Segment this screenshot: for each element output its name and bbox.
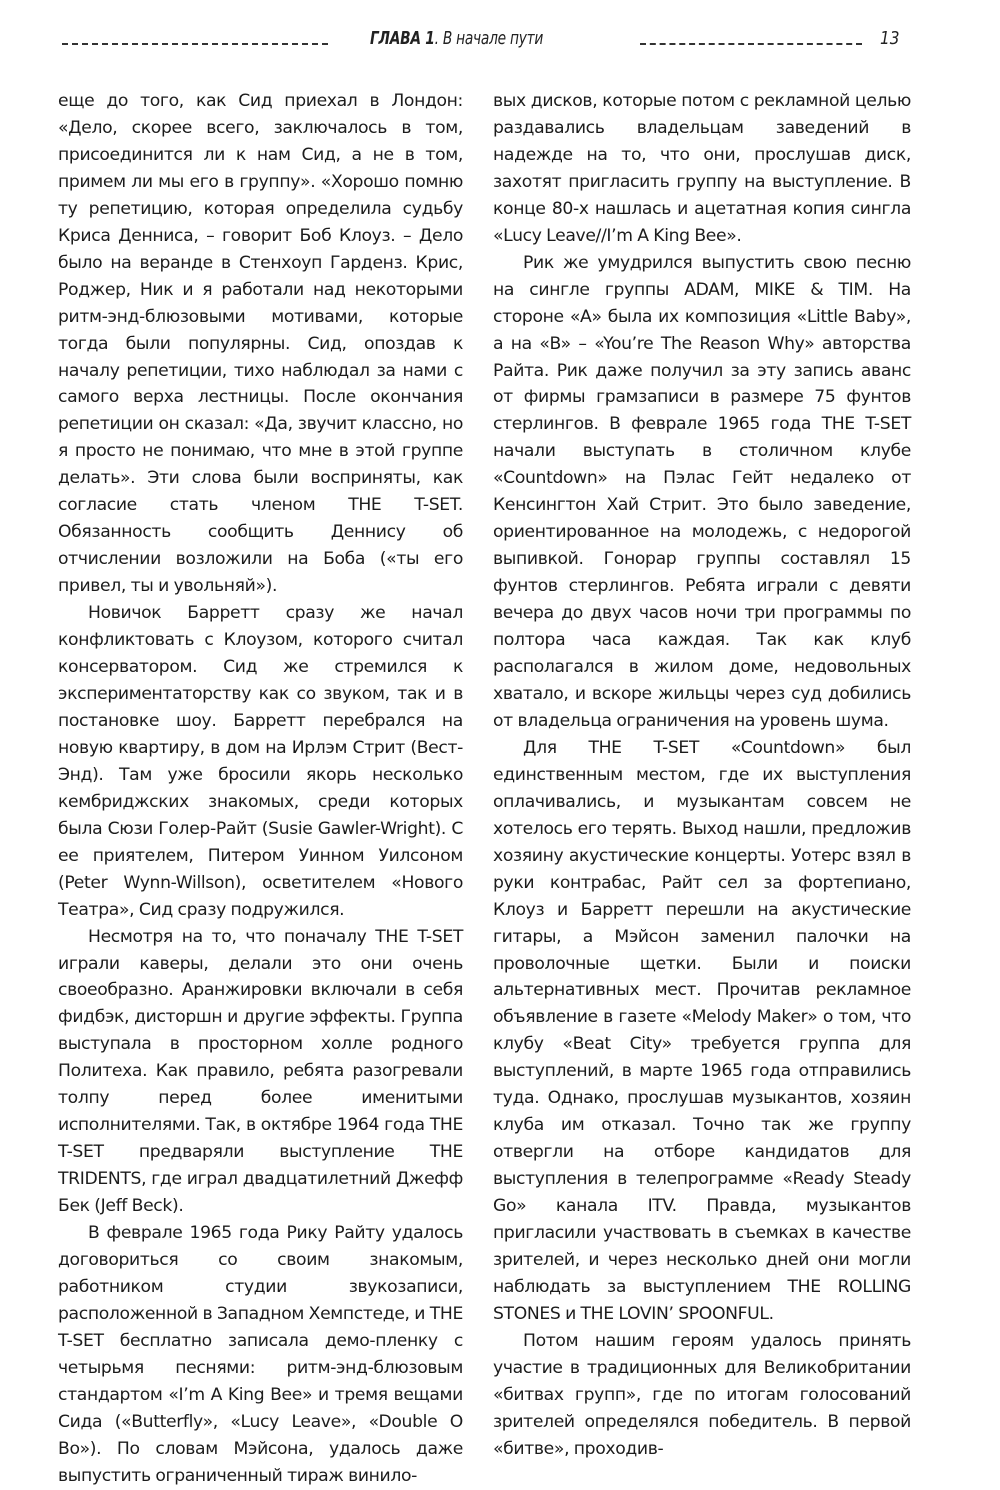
paragraph: Новичок Барретт сразу же начал конфликтовать с Клоузом, которого считал консерватором. Сид же стремился к экспериментаторству как со звуком, так и в постановке шоу. Барретт перебрался на новую квартиру, в дом на Ирлэм Стрит (Вест-Энд). Там уже бросили якорь несколько кембриджских знакомых, среди которых была Сюзи Голер-Райт (Susie Gawler-Wright). С ее приятелем, Питером Уинном Уилсоном (Peter Wynn-Willson), осветителем «Нового Театра», Сид сразу подружился. bbox=[58, 603, 463, 920]
text-column-left bbox=[58, 88, 463, 1490]
paragraph: Рик же умудрился выпустить свою песню на сингле группы ADAM, MIKE & TIM. На стороне «А» была их композиция «Little Baby», а на «B» – «You’re The Reason Why» авторства Райта. Рик даже получил за эту запись аванс от фирмы грамзаписи в размере 75 фунтов стерлингов. В феврале 1965 года THE T-SET начали выступать в столичном клубе «Countdown» на Пэлас Гейт недалеко от Кенсингтон Хай Стрит. Это было заведение, ориентированное на молодежь, с недорогой выпивкой. Гонорар группы составлял 15 фунтов стерлингов. Ребята играли с девяти вечера до двух часов ночи три программы по полтора часа каждая. Так как клуб располагался в жилом доме, недовольных хватало, и вскоре жильцы через суд добились от владельца ограничения на уровень шума. bbox=[493, 252, 911, 731]
paragraph: Потом нашим героям удалось принять участие в традиционных для Великобритании «битвах групп», где по итогам голосований зрителей определялся победитель. В первой «битве», проходив- bbox=[493, 1330, 911, 1459]
paragraph: вых дисков, которые потом с рекламной целью раздавались владельцам заведений в надежде на то, что они, прослушав диск, захотят пригласить группу на выступление. В конце 80-х нашлась и ацетатная копия сингла «Lucy Leave//I’m A King Bee». bbox=[493, 91, 911, 246]
paragraph: еще до того, как Сид приехал в Лондон: «Дело, скорее всего, заключалось в том, присоединится ли к нам Сид, а не в том, примем ли мы его в группу». «Хорошо помню ту репетицию, которая определила судьбу Криса Денниса, – говорит Боб Клоуз. – Дело было на веранде в Стенхоуп Гарденз. Крис, Роджер, Ник и я работали над некоторыми ритм-энд-блюзовыми мотивами, которые тогда были популярны. Сид, опоздав к началу репетиции, тихо наблюдал за нами с самого верха лестницы. После окончания репетиции он сказал: «Да, звучит классно, но я просто не понимаю, что мне в этой группе делать». Эти слова были восприняты, как согласие стать членом THE T-SET. Обязанность сообщить Деннису об отчислении возложили на Боба («ты его привел, ты и увольняй»). bbox=[58, 91, 463, 597]
chapter-title: . В начале пути bbox=[434, 28, 544, 49]
running-header bbox=[0, 26, 1000, 56]
header-rule-left bbox=[62, 43, 328, 45]
text-column-right bbox=[493, 88, 911, 1463]
paragraph: В феврале 1965 года Рику Райту удалось договориться со своим знакомым, работником студии звукозаписи, расположенной в Западном Хемпстеде, и THE T-SET бесплатно записала демо-пленку с четырьмя песнями: ритм-энд-блюзовым стандартом «I’m A King Bee» и тремя вещами Сида («Butterfly», «Lucy Leave», «Double O Bo»). По словам Мэйсона, удалось даже выпустить ограниченный тираж винило- bbox=[58, 1223, 463, 1486]
paragraph: Несмотря на то, что поначалу THE T-SET играли каверы, делали это они очень своеобразно. Аранжировки включали в себя фидбэк, дисторшн и другие эффекты. Группа выступала в просторном холле родного Политеха. Как правило, ребята разогревали толпу перед более именитыми исполнителями. Так, в октябре 1964 года THE T-SET предваряли выступление THE TRIDENTS, где играл двадцатилетний Джефф Бек (Jeff Beck). bbox=[58, 926, 463, 1217]
paragraph: Для THE T-SET «Countdown» был единственным местом, где их выступления оплачивались, и музыкантам совсем не хотелось его терять. Выход нашли, предложив хозяину акустические концерты. Уотерс взял в руки контрабас, Райт сел за фортепиано, Клоуз и Барретт перешли на акустические гитары, а Мэйсон заменил палочки на проволочные щетки. Были и поиски альтернативных мест. Прочитав рекламное объявление в газете «Melody Maker» о том, что клубу «Beat City» требуется группа для выступлений, в марте 1965 года отправились туда. Однако, прослушав музыкантов, хозяин клуба им отказал. Точно так же группу отвергли на отборе кандидатов для выступления в телепрограмме «Ready Steady Go» канала ITV. Правда, музыкантов пригласили участвовать в съемках в качестве зрителей, и через несколько дней они могли наблюдать за выступлением THE ROLLING STONES и THE LOVIN’ SPOONFUL. bbox=[493, 737, 911, 1324]
running-title bbox=[370, 28, 543, 49]
page-number: 13 bbox=[880, 28, 900, 49]
header-rule-right bbox=[640, 43, 862, 45]
chapter-label: ГЛАВА 1 bbox=[370, 28, 435, 49]
